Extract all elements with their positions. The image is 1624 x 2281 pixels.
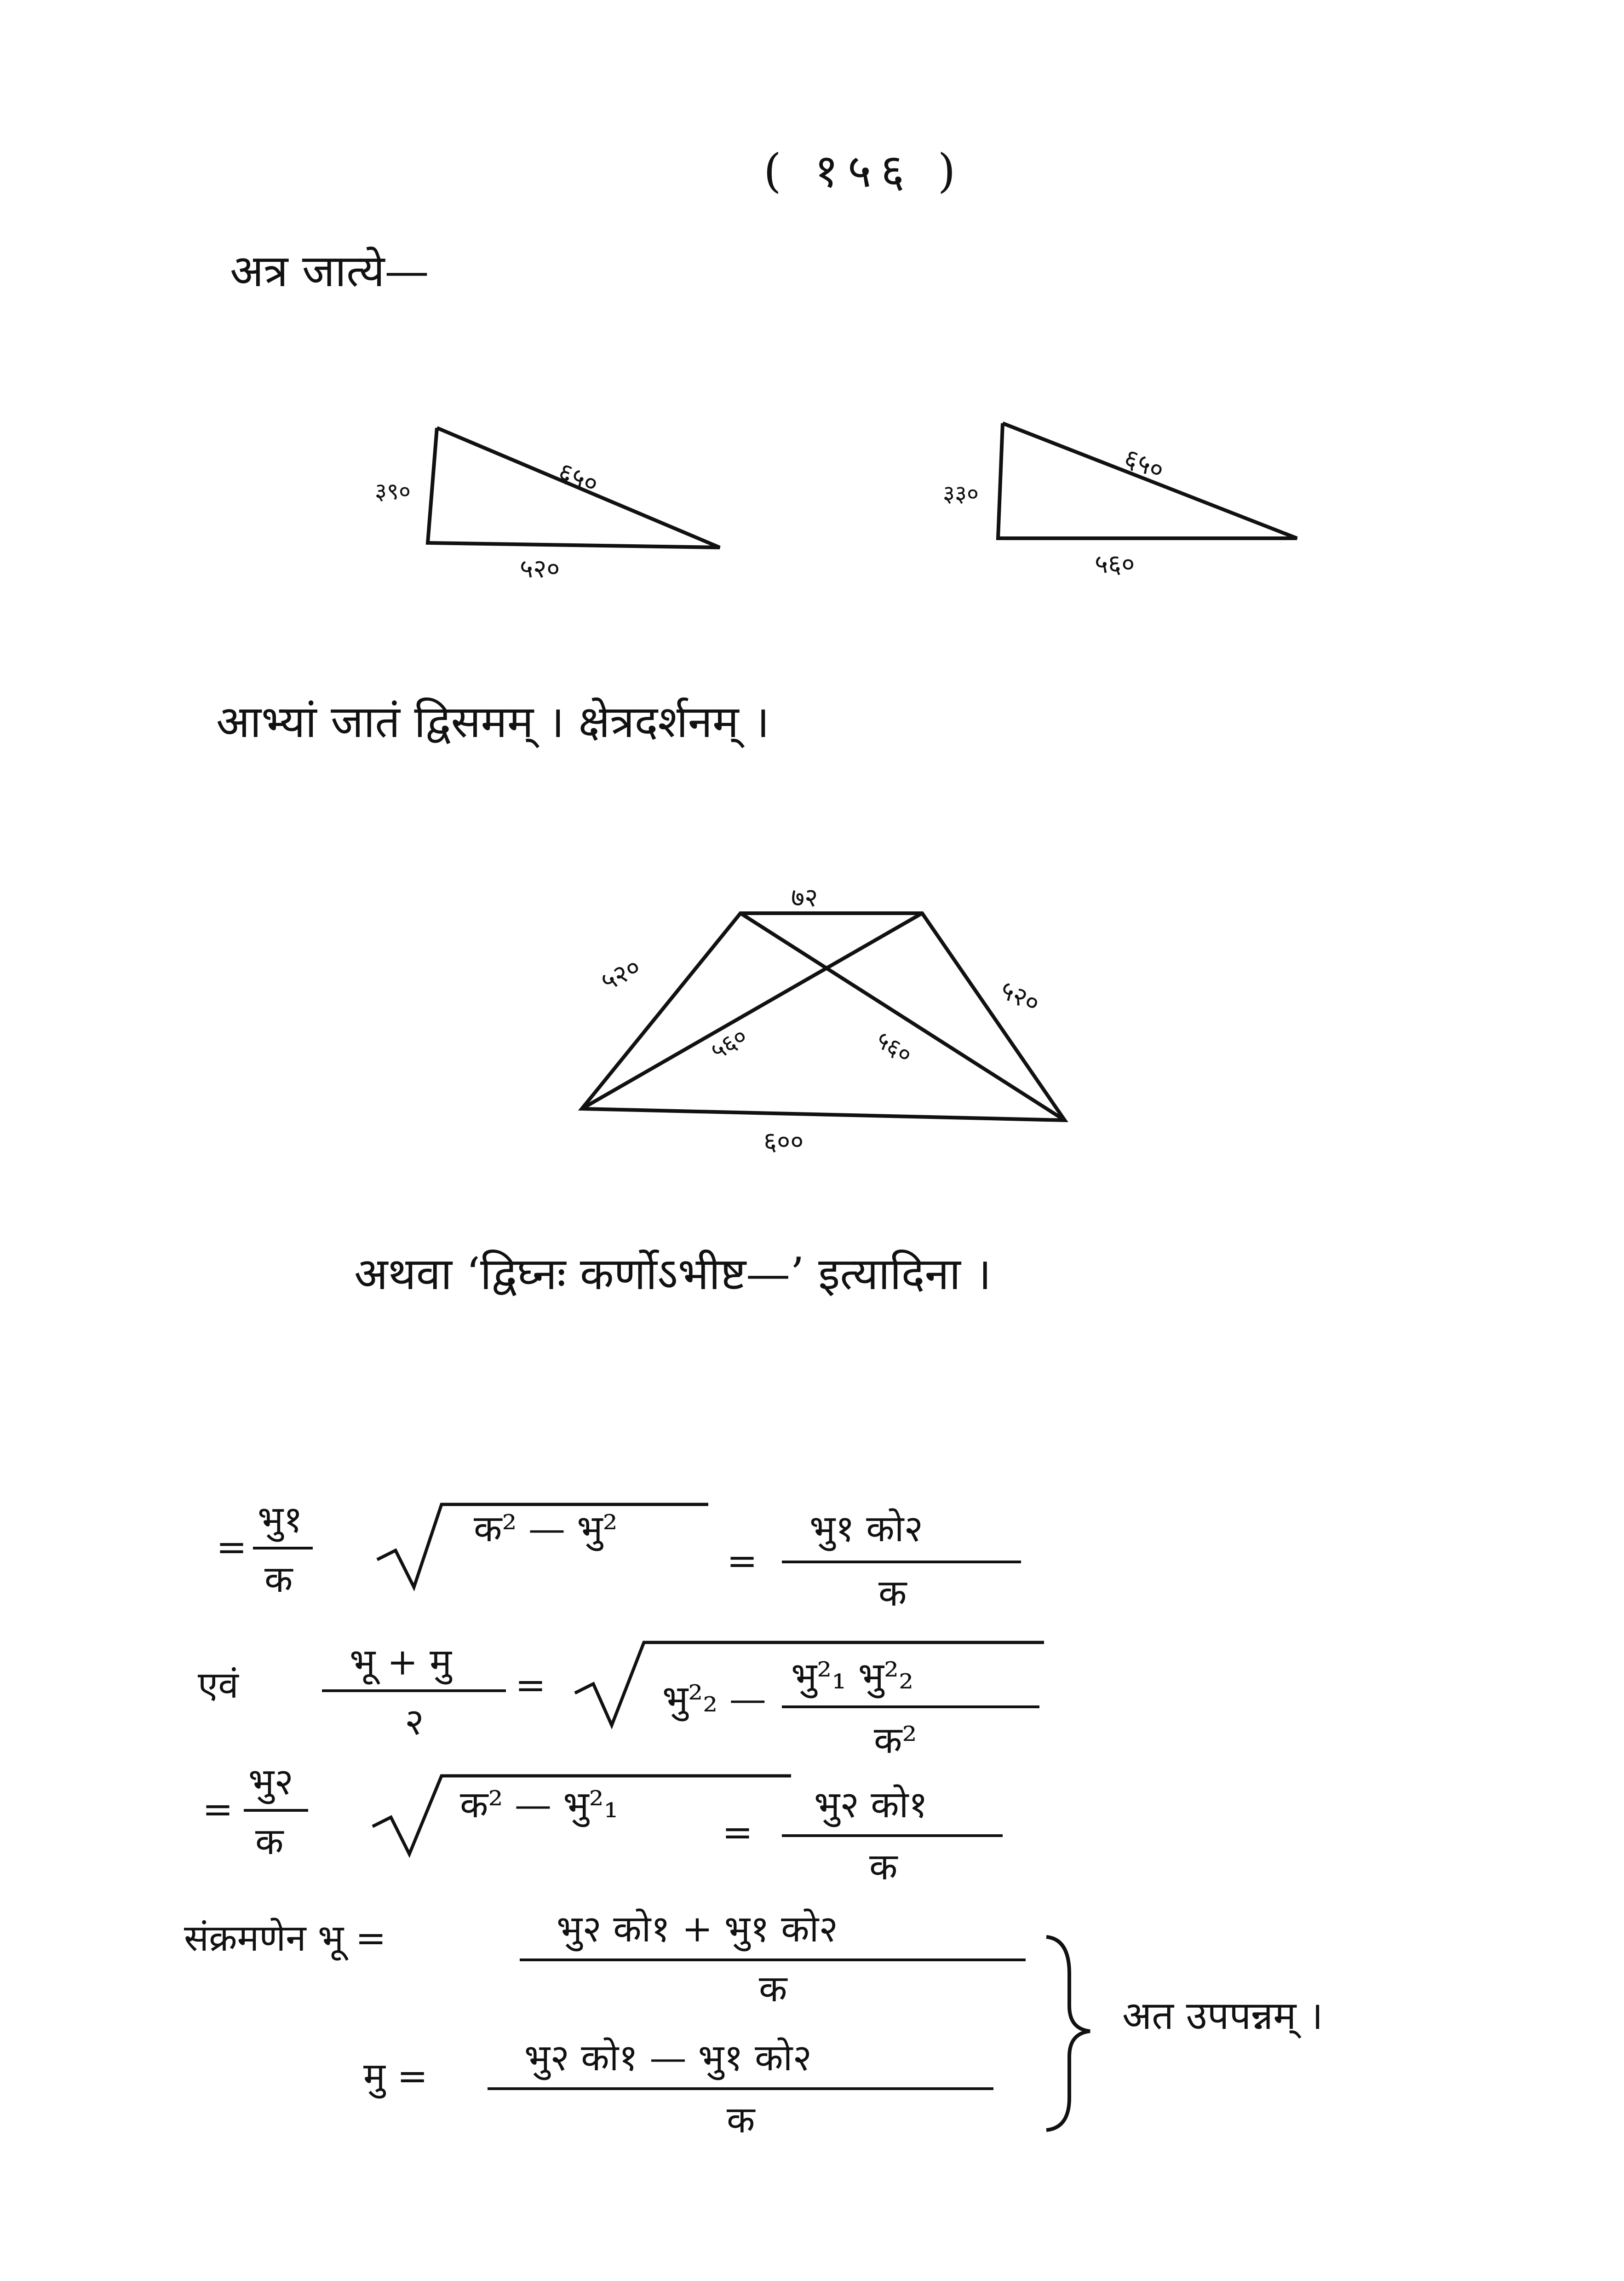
eq3-lhs-num: भु२ xyxy=(248,1760,293,1803)
equation-3 xyxy=(202,1760,1003,1888)
eq1-equals-a: = xyxy=(216,1526,247,1568)
page-number: ( १५६ ) xyxy=(763,144,965,198)
eq4-num: भु२ को१ + भु१ को२ xyxy=(557,1907,838,1950)
tri1-upright-label: ३९० xyxy=(375,478,411,505)
statement-text: आभ्यां जातं द्विसमम् । क्षेत्रदर्शनम् । xyxy=(216,696,770,748)
conclusion-text: अत उपपन्नम् । xyxy=(1122,1993,1323,2038)
eq5-num: भु२ को१ — भु१ को२ xyxy=(524,2036,812,2079)
curly-brace xyxy=(1046,1937,1090,2130)
tri2-hyp-label: ६५० xyxy=(1119,443,1169,486)
eq2-rad-a: भु²₂ — xyxy=(662,1677,766,1720)
trap-right-label: ५२० xyxy=(995,974,1044,1019)
eq2-equals: = xyxy=(515,1664,546,1706)
eq2-rad-num: भु²₁ भु²₂ xyxy=(791,1654,914,1697)
eq1-radicand: क² — भु² xyxy=(474,1507,618,1550)
trap-top-label: ७२ xyxy=(791,883,818,913)
eq5-prefix: मु = xyxy=(363,2055,428,2097)
eq3-equals-b: = xyxy=(722,1811,753,1854)
eq3-lhs-den: क xyxy=(255,1820,284,1863)
eq1-rhs-den: क xyxy=(878,1572,907,1614)
eq4-den: क xyxy=(759,1967,787,2010)
eq2-prefix: एवं xyxy=(198,1664,239,1706)
trap-diag-left-label: ५६० xyxy=(706,1022,752,1066)
eq4-prefix: संक्रमणेन भू = xyxy=(184,1917,386,1959)
eq2-lhs-num: भू + मु xyxy=(350,1641,452,1683)
trapezium xyxy=(582,913,1065,1120)
tri2-base-label: ५६० xyxy=(1095,549,1135,579)
eq1-rhs-num: भु१ को२ xyxy=(809,1507,924,1550)
eq1-equals-b: = xyxy=(727,1539,758,1582)
eq2-rad-den: क² xyxy=(874,1719,917,1762)
eq1-lhs-num: भु१ xyxy=(258,1498,303,1541)
equation-4 xyxy=(184,1907,1026,2010)
equation-2 xyxy=(198,1641,1044,1762)
intro-text: अत्र जात्ये— xyxy=(230,245,429,297)
athava-text: अथवा ‘द्विघ्नः कर्णोऽभीष्ट—’ इत्यादिना । xyxy=(354,1248,992,1300)
tri1-base-label: ५२० xyxy=(520,554,560,584)
tri2-upright-label: ३३० xyxy=(943,480,979,507)
eq3-rhs-num: भु२ को१ xyxy=(814,1783,928,1826)
trap-base-label: ६०० xyxy=(763,1127,804,1157)
eq5-den: क xyxy=(727,2098,755,2141)
eq2-lhs-den: २ xyxy=(405,1700,424,1743)
eq3-equals-a: = xyxy=(202,1788,234,1831)
eq3-rhs-den: क xyxy=(869,1845,898,1888)
equation-1 xyxy=(216,1498,1021,1614)
trap-left-label: ५२० xyxy=(596,951,646,997)
eq3-radicand: क² — भु²₁ xyxy=(460,1783,619,1826)
tri1-hyp-label: ६५० xyxy=(554,456,603,500)
trap-diag-right-label: ५६० xyxy=(871,1026,917,1070)
equation-5 xyxy=(363,2036,993,2141)
eq1-lhs-den: क xyxy=(264,1558,293,1601)
